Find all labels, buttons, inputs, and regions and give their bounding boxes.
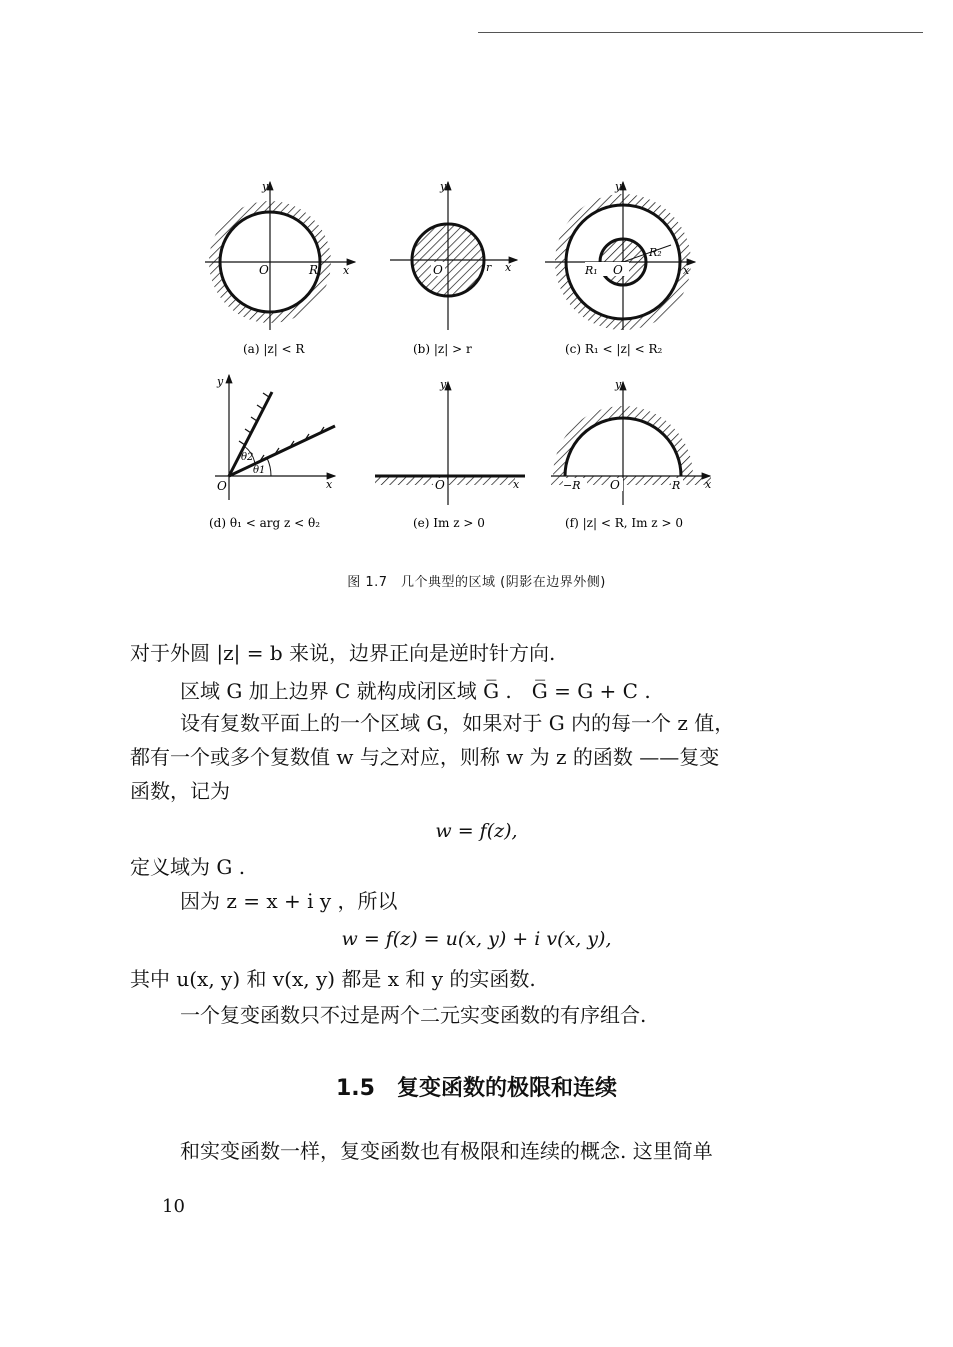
paragraph-3-line-1: 设有复数平面上的一个区域 G，如果对于 G 内的每一个 z 值， xyxy=(180,711,735,735)
paragraph-7: 一个复变函数只不过是两个二元实变函数的有序组合. xyxy=(180,1003,647,1027)
label-origin: O xyxy=(433,263,443,277)
label-theta2: θ2 xyxy=(241,452,254,463)
label-origin: O xyxy=(217,479,227,493)
figure-title: 图 1.7 几个典型的区域 (阴影在边界外侧) xyxy=(347,575,606,590)
label-x: x xyxy=(683,264,690,277)
label-x: x xyxy=(705,478,712,491)
formula-2: w = f(z) = u(x, y) + i v(x, y), xyxy=(341,928,612,950)
panel-c xyxy=(545,180,695,330)
panel-e xyxy=(375,378,525,505)
caption-e: (e) Im z > 0 xyxy=(413,516,485,530)
caption-f: (f) |z| < R, Im z > 0 xyxy=(565,516,683,530)
paragraph-1: 对于外圆 |z| = b 来说，边界正向是逆时针方向. xyxy=(130,641,556,665)
paragraph-5: 因为 z = x + i y ，所以 xyxy=(180,889,398,913)
panel-b xyxy=(390,180,517,330)
caption-b: (b) |z| > r xyxy=(413,342,472,356)
panel-d xyxy=(215,375,335,500)
label-theta1: θ1 xyxy=(253,465,266,476)
paragraph-8: 和实变函数一样，复变函数也有极限和连续的概念. 这里简单 xyxy=(180,1139,713,1163)
caption-c: (c) R₁ < |z| < R₂ xyxy=(565,342,663,356)
panel-f xyxy=(551,378,712,505)
label-R: R xyxy=(672,479,681,492)
label-y: y xyxy=(440,180,447,193)
label-x: x xyxy=(343,264,350,277)
caption-a: (a) |z| < R xyxy=(243,342,305,356)
label-y: y xyxy=(615,180,622,193)
page-number: 10 xyxy=(162,1196,185,1217)
label-y: y xyxy=(615,378,622,391)
label-x: x xyxy=(513,478,520,491)
label-minus-R: −R xyxy=(563,479,581,492)
label-y: y xyxy=(440,378,447,391)
caption-d: (d) θ₁ < arg z < θ₂ xyxy=(209,516,321,530)
figure-regions xyxy=(195,170,735,550)
header-rule xyxy=(478,32,923,33)
label-R1: R₁ xyxy=(585,264,598,277)
label-r: r xyxy=(486,261,492,274)
label-R2: R₂ xyxy=(649,246,662,259)
paragraph-6: 其中 u(x, y) 和 v(x, y) 都是 x 和 y 的实函数. xyxy=(130,967,536,991)
label-y: y xyxy=(262,180,269,193)
label-origin: O xyxy=(610,478,620,492)
label-origin: O xyxy=(435,478,445,492)
label-x: x xyxy=(505,261,512,274)
panel-a xyxy=(205,180,355,330)
paragraph-2: 区域 G 加上边界 C 就构成闭区域 G̅ . G̅ = G + C . xyxy=(180,679,651,703)
section-heading: 1.5 复变函数的极限和连续 xyxy=(336,1076,617,1101)
paragraph-3-line-3: 函数，记为 xyxy=(130,779,230,803)
label-R: R xyxy=(309,263,319,277)
paragraph-3-line-2: 都有一个或多个复数值 w 与之对应，则称 w 为 z 的函数 ——复变 xyxy=(130,745,720,769)
label-y: y xyxy=(217,375,224,388)
paragraph-4: 定义域为 G . xyxy=(130,855,246,879)
label-origin: O xyxy=(613,263,623,277)
formula-1: w = f(z), xyxy=(435,820,518,842)
label-x: x xyxy=(326,478,333,491)
figure-svg xyxy=(195,170,735,550)
label-origin: O xyxy=(259,263,269,277)
